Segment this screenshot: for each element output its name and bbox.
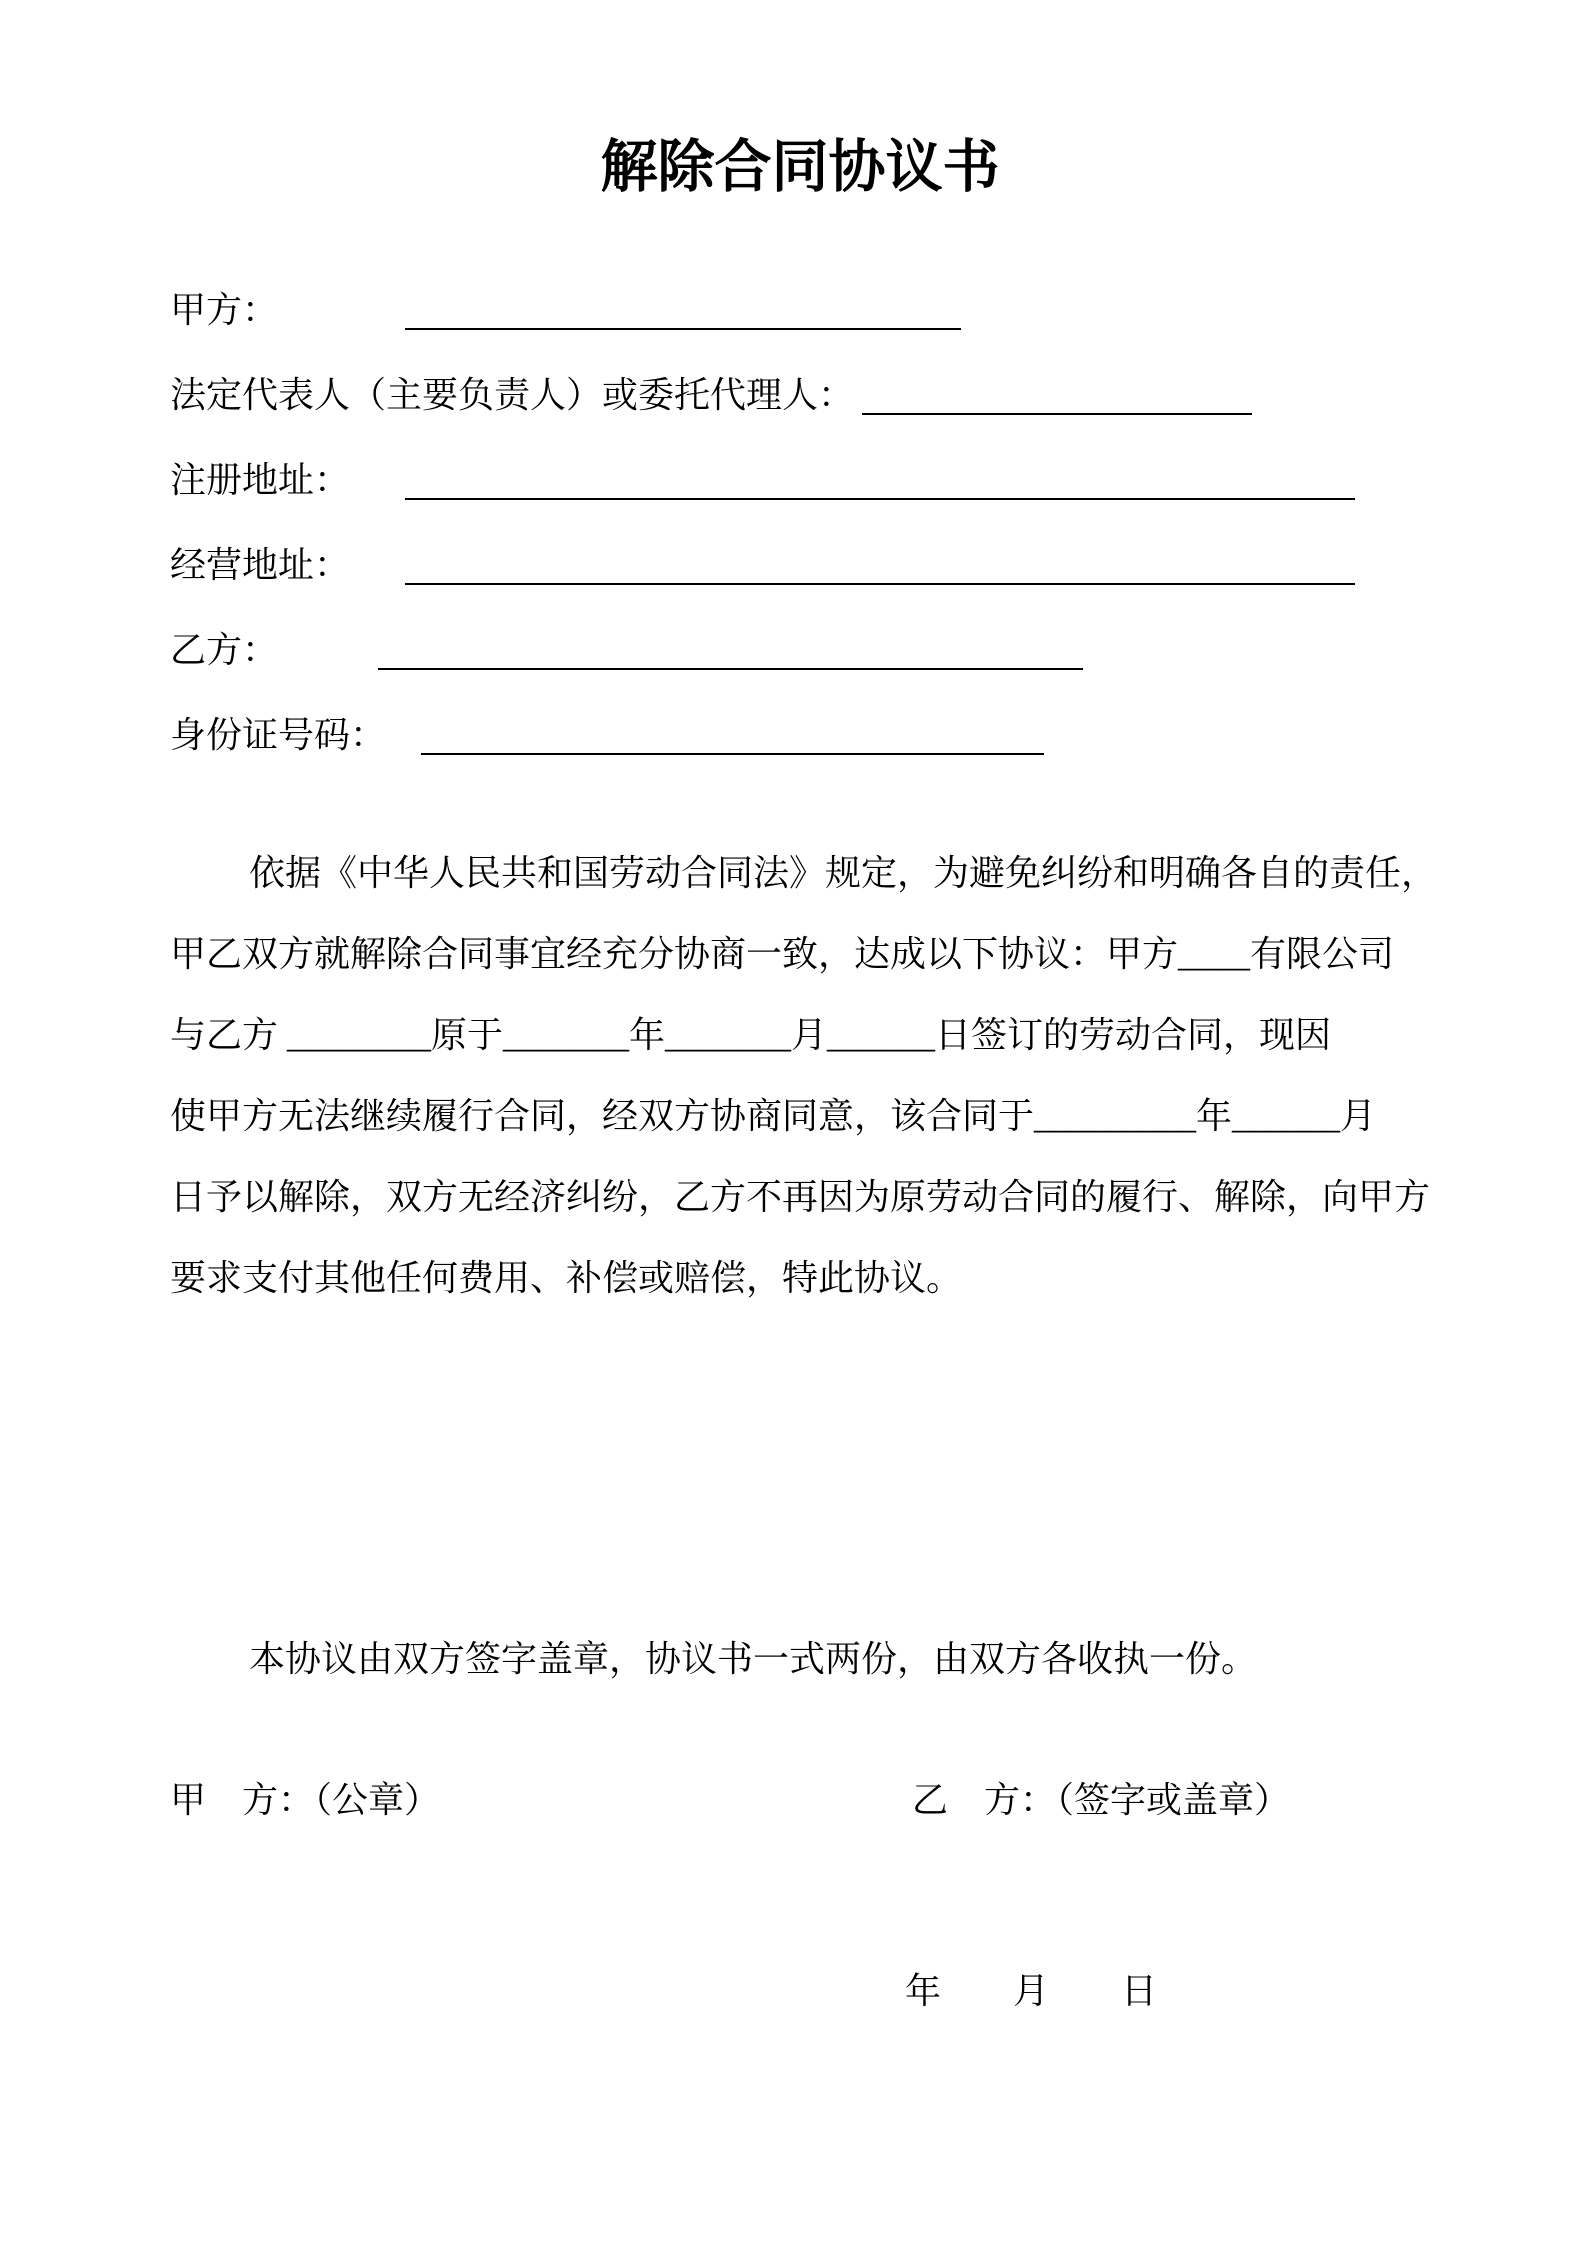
form-row-business-address xyxy=(170,523,1430,608)
legal-representative-label: 法定代表人（主要负责人）或委托代理人： xyxy=(170,375,855,415)
party-a-label: 甲方： xyxy=(170,290,279,330)
header-form xyxy=(170,268,1430,778)
party-b-signature-label: 乙 方：（签字或盖章） xyxy=(911,1780,1290,1820)
form-row-legal-representative xyxy=(170,353,1430,438)
business-address-blank-line[interactable] xyxy=(405,583,1355,585)
body-line-6: 要求支付其他任何费用、补偿或赔偿，特此协议。 xyxy=(170,1258,963,1298)
body-line-4: 使甲方无法继续履行合同，经双方协商同意，该合同于_________年______月 xyxy=(170,1096,1377,1136)
closing-statement: 本协议由双方签字盖章，协议书一式两份，由双方各收执一份。 xyxy=(249,1639,1258,1679)
form-row-id-number xyxy=(170,693,1430,778)
party-a-blank-line[interactable] xyxy=(405,328,961,330)
id-number-blank-line[interactable] xyxy=(421,753,1044,755)
business-address-label: 经营地址： xyxy=(170,545,351,585)
body-line-1: 依据《中华人民共和国劳动合同法》规定，为避免纠纷和明确各自的责任， xyxy=(249,853,1438,893)
party-b-label: 乙方： xyxy=(170,630,279,670)
agreement-body xyxy=(170,833,1438,1319)
legal-representative-blank-line[interactable] xyxy=(862,413,1252,415)
id-number-label: 身份证号码： xyxy=(170,715,387,755)
party-a-signature-label: 甲 方：（公章） xyxy=(170,1780,441,1820)
body-line-2: 甲乙双方就解除合同事宜经充分协商一致，达成以下协议：甲方____有限公司 xyxy=(170,934,1395,974)
document-title: 解除合同协议书 xyxy=(600,136,1000,199)
body-line-5: 日予以解除，双方无经济纠纷，乙方不再因为原劳动合同的履行、解除，向甲方 xyxy=(170,1177,1431,1217)
registered-address-label: 注册地址： xyxy=(170,460,351,500)
signature-row xyxy=(170,1760,1430,1841)
date-line: 年 月 日 xyxy=(905,1971,1158,2011)
form-row-registered-address xyxy=(170,438,1430,523)
form-row-party-b xyxy=(170,608,1430,693)
party-b-blank-line[interactable] xyxy=(378,668,1083,670)
form-row-party-a xyxy=(170,268,1430,353)
registered-address-blank-line[interactable] xyxy=(405,498,1355,500)
body-line-3: 与乙方 ________原于_______年_______月______日签订的劳动合同，现因 xyxy=(170,1015,1332,1055)
